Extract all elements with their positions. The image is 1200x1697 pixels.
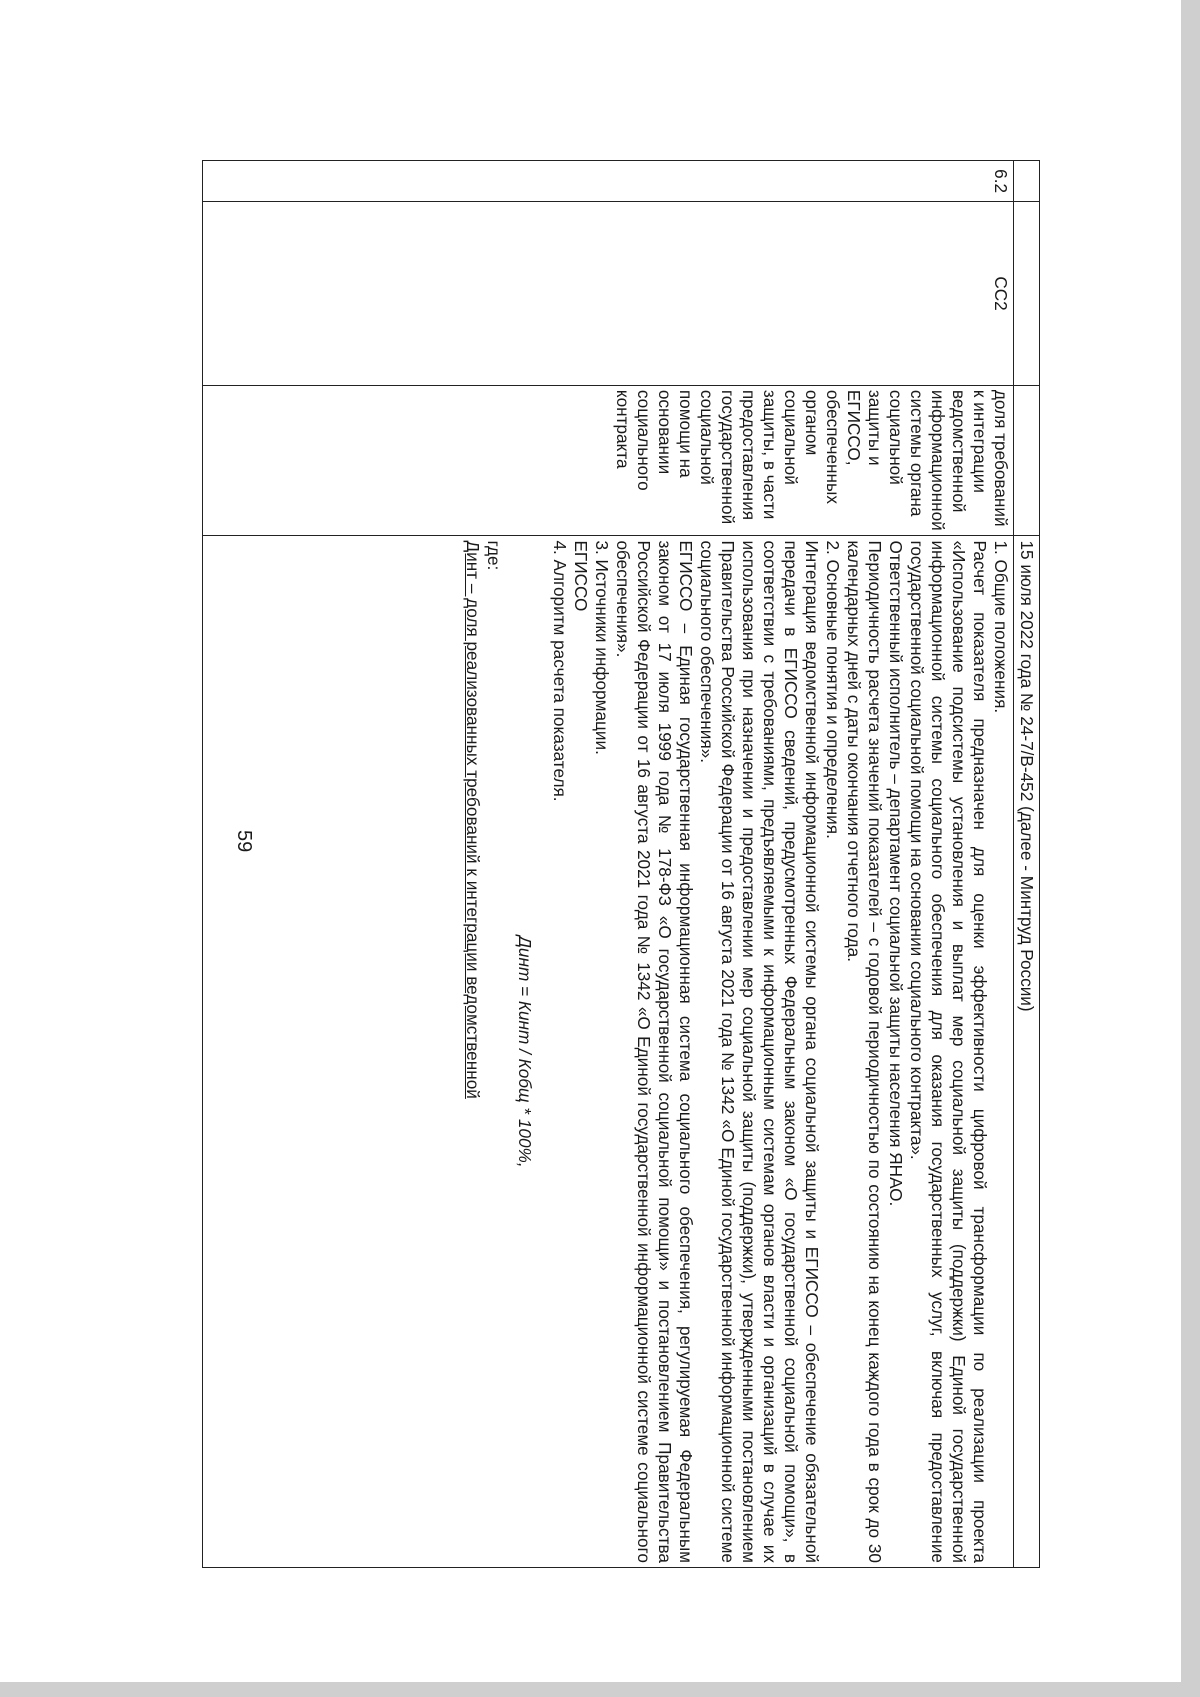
rotated-page-content (195, 130, 1055, 1570)
section-2-paragraph-1: Интеграция ведомственной информационной системы органа социальной защиты и ЕГИССО – обеспечение обязательной передачи в ЕГИССО сведений, предусмотренных Федеральным законом «О государственной социальной помощи», в соответствии с требованиями, предъявляемыми к информационным системам органов власти и организаций в случае их использования при назначении и предоставлении мер социальной защиты (поддержки), утвержденными постановлением Правительства Российской Федерации от 16 августа 2021 года № 1342 «О Единой государственной информационной системе социального обеспечения». (697, 540, 822, 1563)
row-description-cell (203, 536, 1014, 1568)
section-2-title: 2. Основные понятия и определения. (823, 540, 843, 839)
table-header-row (1014, 161, 1040, 1568)
section-3-paragraph-1: ЕГИССО (571, 540, 591, 612)
section-1-paragraph-3: Периодичность расчета значений показателей – с годовой периодичностью по состоянию на конец каждого года в срок до 30 календарных дней с даты окончания отчетного года. (844, 540, 885, 1563)
row-code-cell (203, 202, 1014, 386)
row-name-cell (203, 385, 1014, 536)
header-cell-empty-1 (1014, 161, 1040, 202)
header-cell-empty-3 (1014, 385, 1040, 536)
scan-right-edge (1181, 0, 1200, 1697)
table-row (203, 161, 1014, 1568)
row-code: СС2 (991, 276, 1011, 311)
header-cell-empty-2 (1014, 202, 1040, 386)
formula-variable-definition: Динт – доля реализованных требований к интеграции ведомственной (463, 540, 483, 1099)
section-4-title: 4. Алгоритм расчета показателя. (550, 540, 570, 802)
section-3-title: 3. Источники информации. (592, 540, 612, 755)
indicator-table (202, 160, 1040, 1568)
header-continuation-text: 15 июля 2022 года № 24-7/В-452 (далее - Минтруд России) (1017, 540, 1037, 1012)
scan-bottom-edge (0, 1682, 1200, 1697)
page-number: 59 (233, 830, 255, 853)
section-2-paragraph-2: ЕГИССО – Единая государственная информационная система социального обеспечения, регулируемая Федеральным законом от 17 июля 1999 года № 178-ФЗ «О государственной социальной помощи» и постановлением Правительства Российской Федерации от 16 августа 2021 года № 1342 «О Единой государственной информационной системе социального обеспечения». (613, 540, 696, 1563)
calculation-formula: Динт = Кинт / Кобщ * 100%, (515, 935, 535, 1168)
where-label: где: (484, 540, 504, 571)
header-cell-text (1014, 536, 1040, 1568)
section-1-paragraph-1: Расчет показателя предназначен для оценки эффективности цифровой трансформации по реализации проекта «Использование подсистемы установления и выплат мер социальной защиты (поддержки) Единой государственной информационной системы социального обеспечения для оказания государственных услуг, включая предоставление государственной социальной помощи на основании социального контракта». (907, 540, 990, 1563)
indicator-name: доля требований к интеграции ведомственной информационной системы органа социальной защиты и ЕГИССО, обеспеченных органом социальной защиты, в части предоставления государственной социальной помощи на основании социального контракта (613, 389, 1011, 531)
row-number: 6.2 (991, 169, 1011, 194)
row-number-cell (203, 161, 1014, 202)
section-1-title: 1. Общие положения. (991, 540, 1011, 714)
section-1-paragraph-2: Ответственный исполнитель – департамент социальной защиты населения ЯНАО. (886, 540, 906, 1207)
